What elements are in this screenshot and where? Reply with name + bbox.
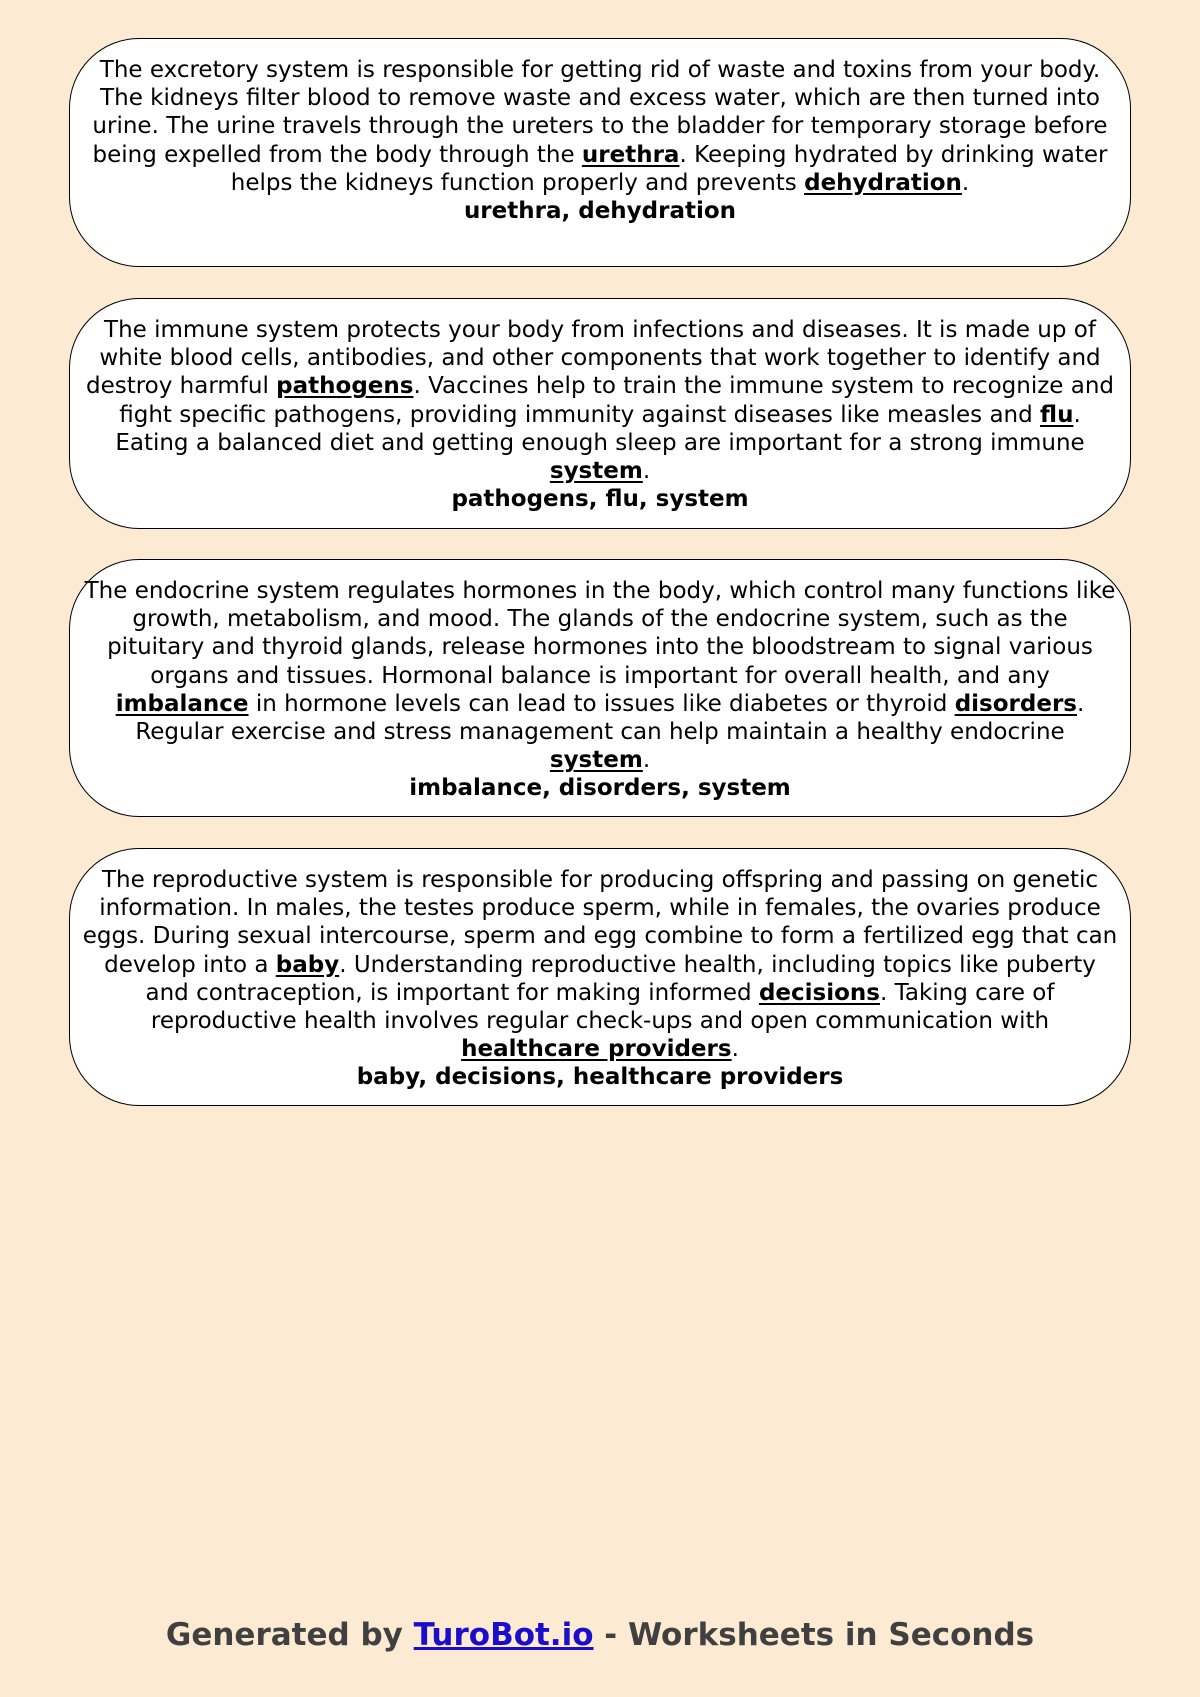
- blank-word: baby: [275, 951, 340, 978]
- blank-word: imbalance: [115, 690, 249, 717]
- passage-segment: . Regular exercise and stress management can help maintain a healthy endocrine: [135, 690, 1085, 746]
- answer-key: urethra, dehydration: [463, 198, 737, 225]
- passage-card-endocrine: [69, 559, 1131, 817]
- passage-card-immune: [69, 298, 1131, 529]
- answer-key: imbalance, disorders, system: [409, 775, 791, 802]
- blank-word: system: [549, 458, 643, 485]
- passage-segment: .: [731, 1036, 739, 1063]
- blank-word: healthcare providers: [461, 1036, 732, 1063]
- passage-segment: The excretory system is responsible for getting rid of waste and toxins from your body. The kidneys filter blood to remove waste and excess water, which are then turned into urine. The urine travels through the ureters to the bladder for temporary storage before being expelled from the body through the: [92, 57, 1108, 168]
- passage-text: [82, 866, 1118, 1063]
- passage-segment: The endocrine system regulates hormones in the body, which control many functions like growth, metabolism, and mood. The glands of the endocrine system, such as the pituitary and thyroid glands, release hormones into the bloodstream to signal various organs and tissues. Hormonal balance is important for overall health, and any: [84, 578, 1116, 689]
- passage-text: [82, 56, 1118, 197]
- passage-text: [82, 316, 1118, 485]
- passage-segment: .: [961, 169, 970, 196]
- blank-word: urethra: [581, 141, 680, 168]
- blank-word: dehydration: [804, 169, 962, 196]
- turobot-link[interactable]: TuroBot.io: [413, 1617, 594, 1653]
- passage-segment: .: [642, 747, 651, 774]
- answer-key: baby, decisions, healthcare providers: [356, 1064, 844, 1091]
- passage-segment: . Eating a balanced diet and getting enough sleep are important for a strong immune: [115, 401, 1085, 456]
- answer-key: pathogens, flu, system: [451, 486, 749, 513]
- passage-card-excretory: [69, 38, 1131, 267]
- footer-suffix: - Worksheets in Seconds: [593, 1617, 1035, 1653]
- passage-text: [82, 577, 1118, 774]
- blank-word: flu: [1040, 401, 1074, 428]
- passage-segment: . Taking care of reproductive health involves regular check-ups and open communication with: [150, 979, 1055, 1035]
- passage-segment: . Vaccines help to train the immune system to recognize and fight specific pathogens, providing immunity against diseases like measles and: [119, 373, 1115, 428]
- passage-segment: . Understanding reproductive health, including topics like puberty and contraception, is important for making informed: [145, 951, 1096, 1006]
- blank-word: system: [549, 747, 643, 774]
- passage-segment: . Keeping hydrated by drinking water helps the kidneys function properly and prevents: [230, 141, 1108, 196]
- footer-credit: [0, 1617, 1200, 1653]
- blank-word: decisions: [758, 979, 880, 1006]
- passage-segment: The reproductive system is responsible for producing offspring and passing on genetic information. In males, the testes produce sperm, while in females, the ovaries produce eggs. During sexual intercourse, sperm and egg combine to form a fertilized egg that can develop into a: [82, 867, 1118, 978]
- passage-segment: The immune system protects your body from infections and diseases. It is made up of white blood cells, antibodies, and other components that work together to identify and destroy harmful: [85, 317, 1101, 400]
- footer-prefix: Generated by: [165, 1617, 414, 1653]
- passage-segment: .: [642, 458, 651, 485]
- blank-word: disorders: [954, 690, 1077, 717]
- passage-segment: in hormone levels can lead to issues like diabetes or thyroid: [248, 690, 955, 717]
- blank-word: pathogens: [276, 373, 414, 400]
- passage-card-reproductive: [69, 848, 1131, 1106]
